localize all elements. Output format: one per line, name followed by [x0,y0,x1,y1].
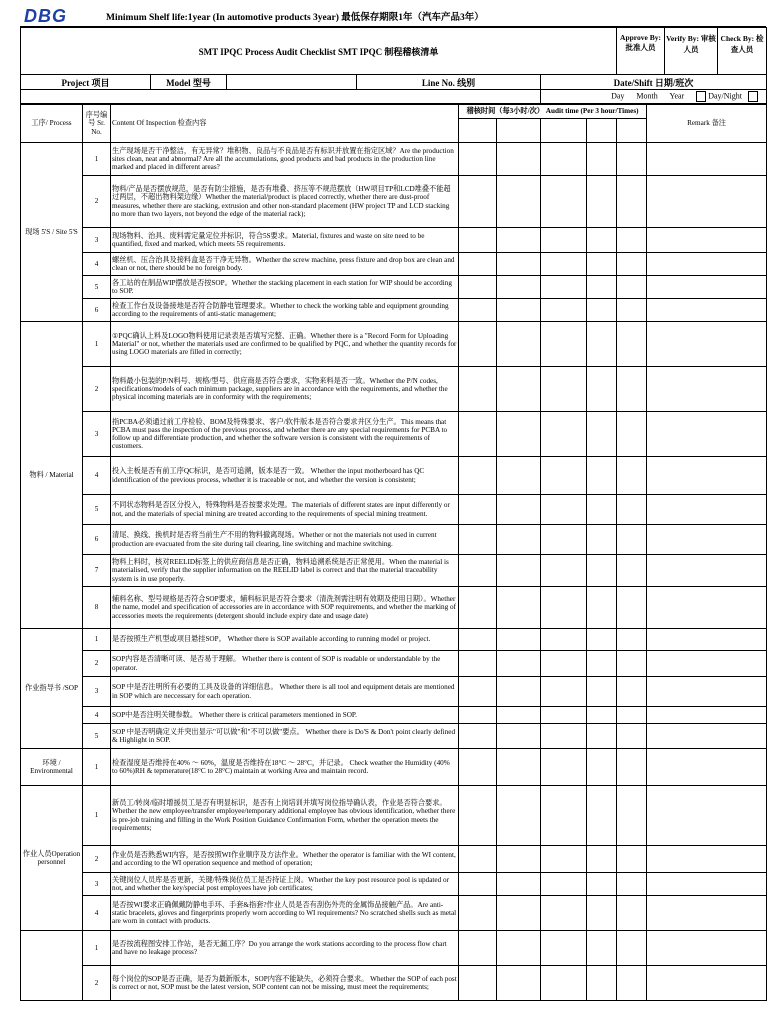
audit-result-cell[interactable] [459,457,497,495]
audit-result-cell[interactable] [497,495,541,525]
audit-result-cell[interactable] [497,707,541,724]
audit-result-cell[interactable] [459,873,497,896]
checklist-row [21,299,767,322]
date-shift-label: Date/Shift 日期/班次 [541,75,767,90]
inspection-content-cell: 各工站的在制品WIP摆放是否按SOP。Whether the stacking placement in each station for WIP should be according to SOP. [111,276,459,299]
audit-result-cell[interactable] [459,896,497,931]
audit-result-cell[interactable] [497,457,541,495]
inspection-content-cell: SOP内容是否清晰可读、是否易于理解。 Whether there is content of SOP is readable or understandable by the operator. [111,651,459,677]
sr-no-cell: 4 [83,253,111,276]
sr-no-cell: 3 [83,228,111,253]
audit-result-cell[interactable] [587,555,617,587]
checklist-row [21,555,767,587]
checklist-row [21,966,767,1001]
checklist-row [21,412,767,457]
process-cell: 现场 5'S / Site 5'S [21,143,83,322]
audit-result-cell[interactable] [617,786,647,846]
inspection-content-cell: 生产现场是否干净整洁，有无异常？堆积物、良品与不良品是否有标识并放置在指定区域？Are the production sites clean, neat and abnormal? Are all the accumulations, good products and bad products in the production line marked and placed in different areas? [111,143,459,176]
audit-result-cell[interactable] [541,629,587,651]
inspection-content-cell: SOP 中是否注明所有必要的工具及设备的详细信息。 Whether there is all tool and equipment detais are mentioned in SOP which are neccessary for each operation. [111,677,459,707]
audit-result-cell[interactable] [497,176,541,228]
sr-no-cell: 2 [83,966,111,1001]
sr-no-cell: 2 [83,367,111,412]
line-no-label: Line No. 线别 [357,75,541,90]
inspection-content-cell: 是否按照生产机型或项目悬挂SOP。 Whether there is SOP available according to running model or project. [111,629,459,651]
remark-cell[interactable] [647,276,767,299]
audit-result-cell[interactable] [459,786,497,846]
audit-result-cell[interactable] [497,587,541,629]
audit-result-cell[interactable] [587,749,617,786]
page-title: SMT IPQC Process Audit Checklist SMT IPQC 制程稽核清单 [21,28,617,75]
audit-result-cell[interactable] [617,299,647,322]
audit-result-cell[interactable] [587,651,617,677]
sr-no-cell: 2 [83,651,111,677]
sr-no-cell: 1 [83,749,111,786]
checklist-row [21,587,767,629]
checklist-row [21,367,767,412]
audit-result-cell[interactable] [587,677,617,707]
check-by: Check By: 检查人员 [718,28,767,75]
checklist-row [21,629,767,651]
checklist-row [21,495,767,525]
inspection-content-cell: 投入主板是否有前工序QC标识，是否可追溯，版本是否一致。 Whether the input motherboard has QC identification of the previous process, whether it is traceable or not, and whether the version is consistent; [111,457,459,495]
audit-result-cell[interactable] [587,707,617,724]
remark-cell[interactable] [647,707,767,724]
audit-result-cell[interactable] [587,931,617,966]
audit-result-cell[interactable] [497,896,541,931]
remark-cell[interactable] [647,629,767,651]
remark-cell[interactable] [647,896,767,931]
audit-col-2 [497,119,541,143]
audit-result-cell[interactable] [587,322,617,367]
audit-result-cell[interactable] [617,651,647,677]
checklist-row [21,846,767,873]
audit-result-cell[interactable] [459,587,497,629]
sr-no-cell: 4 [83,896,111,931]
inspection-content-cell: SOP中是否注明关键参数。 Whether there is critical parameters mentioned in SOP. [111,707,459,724]
audit-result-cell[interactable] [541,367,587,412]
sr-no-cell: 1 [83,931,111,966]
audit-result-cell[interactable] [497,412,541,457]
sr-no-cell: 2 [83,846,111,873]
audit-result-cell[interactable] [617,749,647,786]
shelf-life-note: Minimum Shelf life:1year (In automotive products 3year) 最低保存期限1年（汽车产品3年） [106,13,484,23]
audit-result-cell[interactable] [587,457,617,495]
audit-result-cell[interactable] [497,749,541,786]
audit-result-cell[interactable] [459,525,497,555]
audit-result-cell[interactable] [541,253,587,276]
audit-result-cell[interactable] [459,651,497,677]
audit-result-cell[interactable] [497,629,541,651]
inspection-content-cell: 不同状态物料是否区分投入，特殊物料是否按要求处理。The materials of different states are input differently or not, and the materials of special mining are treated according to the requirements of special mining treatment. [111,495,459,525]
audit-result-cell[interactable] [541,873,587,896]
audit-result-cell[interactable] [541,846,587,873]
audit-result-cell[interactable] [617,412,647,457]
audit-result-cell[interactable] [497,299,541,322]
remark-cell[interactable] [647,525,767,555]
remark-cell[interactable] [647,749,767,786]
checklist-row [21,724,767,749]
audit-result-cell[interactable] [541,707,587,724]
checklist-row [21,786,767,846]
audit-result-cell[interactable] [541,677,587,707]
audit-result-cell[interactable] [617,873,647,896]
audit-result-cell[interactable] [459,176,497,228]
audit-result-cell[interactable] [497,253,541,276]
audit-result-cell[interactable] [541,299,587,322]
audit-result-cell[interactable] [541,228,587,253]
audit-result-cell[interactable] [541,525,587,555]
audit-result-cell[interactable] [541,457,587,495]
audit-result-cell[interactable] [617,495,647,525]
audit-result-cell[interactable] [617,276,647,299]
audit-result-cell[interactable] [541,495,587,525]
audit-result-cell[interactable] [497,525,541,555]
audit-result-cell[interactable] [497,846,541,873]
remark-cell[interactable] [647,299,767,322]
sr-no-cell: 1 [83,143,111,176]
inspection-content-cell: 清尾、换线、换机时是否将当前生产不用的物料撤离现场。Whether or not the materials not used in current production are evacuated from the site during tail clearing, line switching and machine switching. [111,525,459,555]
audit-result-cell[interactable] [617,525,647,555]
audit-result-cell[interactable] [587,412,617,457]
audit-result-cell[interactable] [617,846,647,873]
blank-info-row [21,90,541,104]
audit-result-cell[interactable] [617,896,647,931]
inspection-content-cell: 螺丝机、压合治具及接料盒是否干净无异物。Whether the screw machine, press fixture and drop box are clean and clean or not, there should be no foreign body. [111,253,459,276]
day-label: Day [611,91,625,101]
audit-result-cell[interactable] [497,966,541,1001]
checklist-row [21,143,767,176]
month-label: Month [636,91,658,101]
sr-no-cell: 3 [83,873,111,896]
audit-result-cell[interactable] [617,253,647,276]
audit-result-cell[interactable] [587,966,617,1001]
sr-no-cell: 1 [83,629,111,651]
model-label: Model 型号 [151,75,227,90]
sr-no-cell: 4 [83,707,111,724]
remark-cell[interactable] [647,457,767,495]
top-banner [20,4,766,27]
model-value[interactable] [227,75,357,90]
audit-result-cell[interactable] [587,299,617,322]
process-cell: 作业指导书 /SOP [21,629,83,749]
audit-col-3 [541,119,587,143]
process-cell: 环境 / Environmental [21,749,83,786]
approve-by: Approve By: 批准人员 [617,28,665,75]
inspection-content-cell: ①PQC确认上料及LOGO物料使用记录表是否填写完整、正确。Whether there is a "Record Form for Uploading Material" or not, whether the materials used are confirmed to be qualified by PQC, and whether the quantity records for using LOGO materials are filled in correctly; [111,322,459,367]
audit-result-cell[interactable] [587,253,617,276]
audit-result-cell[interactable] [497,651,541,677]
inspection-content-cell: 物料/产品是否摆放规范，是否有防尘措施，是否有堆叠、挤压等不规范摆放（HW项目TP和LCD堆叠不能超过两层，不超出物料架边缘）Whether the material/product is placed correctly, whether there are dust-proof measures, whether there are stacking, extrusion and other non-standard placement (HW project TP and LCD stacking no more than two layers, not beyond the edge of the material rack); [111,176,459,228]
audit-result-cell[interactable] [459,677,497,707]
header-table [20,27,767,104]
audit-result-cell[interactable] [459,367,497,412]
sr-no-cell: 3 [83,412,111,457]
audit-result-cell[interactable] [587,896,617,931]
audit-result-cell[interactable] [587,846,617,873]
sr-no-cell: 6 [83,299,111,322]
audit-result-cell[interactable] [617,587,647,629]
inspection-content-cell: SOP 中是否明确定义并突出显示"可以做"和"不可以做"要点。 Whether there is Do'S & Don't point clearly defined & Highlight in SOP. [111,724,459,749]
audit-result-cell[interactable] [617,143,647,176]
remark-cell[interactable] [647,412,767,457]
audit-time-header: 稽核时间（每3小时/次） Audit time (Per 3 hour/Times) [459,105,647,119]
audit-result-cell[interactable] [541,322,587,367]
audit-result-cell[interactable] [541,587,587,629]
audit-result-cell[interactable] [587,873,617,896]
audit-result-cell[interactable] [617,724,647,749]
audit-result-cell[interactable] [617,677,647,707]
audit-result-cell[interactable] [497,724,541,749]
audit-result-cell[interactable] [541,931,587,966]
checklist-row [21,651,767,677]
audit-result-cell[interactable] [459,412,497,457]
inspection-content-cell: 现场物料、治具、废料需定量定位并标识，符合5S要求。Material, fixtures and waste on site need to be quantified, fixed and marked, which meets 5S requirements. [111,228,459,253]
checklist-row [21,253,767,276]
audit-result-cell[interactable] [587,724,617,749]
remark-cell[interactable] [647,367,767,412]
remark-cell[interactable] [647,846,767,873]
audit-result-cell[interactable] [587,786,617,846]
audit-result-cell[interactable] [459,276,497,299]
audit-result-cell[interactable] [617,322,647,367]
inspection-content-cell: 是否按流程图安排工作站，是否无漏工序？Do you arrange the work stations according to the process flow chart and have no leakage process? [111,931,459,966]
project-label: Project 项目 [21,75,151,90]
audit-col-4 [587,119,617,143]
checklist-row [21,749,767,786]
audit-result-cell[interactable] [541,966,587,1001]
audit-result-cell[interactable] [617,228,647,253]
year-label: Year [669,91,685,101]
remark-cell[interactable] [647,677,767,707]
audit-result-cell[interactable] [459,322,497,367]
audit-result-cell[interactable] [459,143,497,176]
audit-result-cell[interactable] [617,555,647,587]
remark-header: Remark 备注 [647,105,767,143]
remark-cell[interactable] [647,253,767,276]
audit-result-cell[interactable] [459,629,497,651]
audit-result-cell[interactable] [541,786,587,846]
audit-col-1 [459,119,497,143]
inspection-content-cell: 指PCBA必须通过前工序检验、BOM及特殊要求、客户/软件版本是否符合要求并区分生产。This means that PCBA must pass the inspection of the previous process, and whether there are any special requirements for PCBA to follow up and differentiate production, and whether the software version is consistent with the requirements of customers. [111,412,459,457]
audit-result-cell[interactable] [617,629,647,651]
checklist-row [21,896,767,931]
inspection-content-cell: 物料最小包装的P/N料号、规格/型号、供应商是否符合要求，实物来料是否一致。Whether the P/N codes, specifications/models of each minimum package, suppliers are in accordance with the requirements, and whether the physical incoming materials are in conformity with the requirements; [111,367,459,412]
audit-result-cell[interactable] [497,677,541,707]
inspection-content-cell: 检查工作台及设备接地是否符合防静电管理要求。Whether to check the working table and equipment grounding according to the requirements of anti-static management; [111,299,459,322]
sr-no-cell: 7 [83,555,111,587]
sr-no-cell: 1 [83,322,111,367]
audit-result-cell[interactable] [541,896,587,931]
inspection-content-cell: 每个岗位的SOP是否正确，是否为最新版本，SOP内容不能缺失，必须符合要求。 Whether the SOP of each post is correct or not, SOP must be the latest version, SOP content can not be missing, must meet the requirements; [111,966,459,1001]
remark-cell[interactable] [647,873,767,896]
audit-result-cell[interactable] [587,176,617,228]
audit-result-cell[interactable] [459,299,497,322]
checklist-row [21,322,767,367]
audit-result-cell[interactable] [459,495,497,525]
audit-result-cell[interactable] [497,143,541,176]
sr-no-cell: 3 [83,677,111,707]
audit-result-cell[interactable] [497,367,541,412]
audit-result-cell[interactable] [587,587,617,629]
audit-result-cell[interactable] [541,724,587,749]
remark-cell[interactable] [647,587,767,629]
remark-cell[interactable] [647,966,767,1001]
audit-result-cell[interactable] [497,555,541,587]
sr-no-cell: 5 [83,495,111,525]
checklist-row [21,176,767,228]
audit-result-cell[interactable] [497,228,541,253]
remark-cell[interactable] [647,931,767,966]
audit-result-cell[interactable] [541,176,587,228]
audit-result-cell[interactable] [587,367,617,412]
remark-cell[interactable] [647,555,767,587]
checklist-row [21,457,767,495]
checklist-row [21,873,767,896]
remark-cell[interactable] [647,228,767,253]
sr-no-header: 序号编号 Sr. No. [83,105,111,143]
inspection-content-cell: 关键岗位人员库是否更新，关键/特殊岗位员工是否持证上岗。Whether the key post resource pool is updated or not, and whether the key/special post employees have job certificates; [111,873,459,896]
process-cell: 物料 / Material [21,322,83,629]
inspection-content-cell: 是否按WI要求正确佩戴防静电手环、手套&指套?作业人员是否有刮伤外壳的金属饰品接触产品。Are anti-static bracelets, gloves and fingerprints properly worn according to WI requirements? No scratched shells such as metal are worn in contact with products. [111,896,459,931]
audit-result-cell[interactable] [459,555,497,587]
remark-cell[interactable] [647,786,767,846]
audit-result-cell[interactable] [541,555,587,587]
audit-result-cell[interactable] [617,176,647,228]
audit-result-cell[interactable] [497,931,541,966]
audit-result-cell[interactable] [617,966,647,1001]
sr-no-cell: 8 [83,587,111,629]
audit-result-cell[interactable] [459,931,497,966]
audit-result-cell[interactable] [497,276,541,299]
audit-result-cell[interactable] [541,749,587,786]
remark-cell[interactable] [647,143,767,176]
checklist-row [21,228,767,253]
remark-cell[interactable] [647,724,767,749]
checklist-row [21,677,767,707]
inspection-content-cell: 作业员是否熟悉WI内容，是否按照WI作业顺序及方法作业。Whether the operator is familiar with the WI content, and according to the WI operation sequence and method of operation; [111,846,459,873]
audit-result-cell[interactable] [587,525,617,555]
audit-col-5 [617,119,647,143]
audit-result-cell[interactable] [587,276,617,299]
audit-result-cell[interactable] [617,931,647,966]
audit-result-cell[interactable] [617,457,647,495]
process-cell [21,931,83,1001]
checklist-row [21,525,767,555]
sr-no-cell: 5 [83,724,111,749]
remark-cell[interactable] [647,495,767,525]
process-cell: 作业人员Operation personnel [21,786,83,931]
day-night-checkbox-2[interactable] [748,91,758,102]
audit-result-cell[interactable] [541,143,587,176]
audit-result-cell[interactable] [459,253,497,276]
inspection-content-cell: 物料上料时，核对REELID标签上的供应商信息是否正确，物料追溯系统是否正常使用。When the material is materialised, verify that the supplier information on the REELID label is correct and that the material traceability system is in use properly. [111,555,459,587]
remark-cell[interactable] [647,322,767,367]
remark-cell[interactable] [647,176,767,228]
audit-result-cell[interactable] [459,707,497,724]
audit-result-cell[interactable] [587,495,617,525]
audit-result-cell[interactable] [617,367,647,412]
audit-result-cell[interactable] [459,724,497,749]
content-header: Content Of Inspection 检查内容 [111,105,459,143]
audit-result-cell[interactable] [497,786,541,846]
dbg-logo: DBG [24,6,67,26]
audit-result-cell[interactable] [459,846,497,873]
audit-result-cell[interactable] [617,707,647,724]
audit-result-cell[interactable] [541,412,587,457]
verify-by: Verify By: 审核人员 [665,28,718,75]
audit-result-cell[interactable] [541,651,587,677]
day-night-label: Day/Night [708,91,742,101]
sr-no-cell: 5 [83,276,111,299]
date-fields [541,90,767,104]
audit-result-cell[interactable] [587,143,617,176]
sr-no-cell: 4 [83,457,111,495]
audit-result-cell[interactable] [459,749,497,786]
audit-result-cell[interactable] [459,228,497,253]
inspection-content-cell: 新员工/转岗/临时增援员工是否有明显标识，是否有上岗培训并填写岗位指导确认表，作业是否符合要求。Whether the new employee/transfer employee/temporary additional employee has obvious identification, whether there is pre-job training and filling in the Work Position Guidance Confirmation Form, whether the operation meets the requirements; [111,786,459,846]
inspection-content-cell: 辅料名称、型号规格是否符合SOP要求，辅料标识是否符合要求（清洗剂需注明有效期及使用日期）。Whether the name, model and specification of accessories are in accordance with SOP requirements, and whether the marking of accessories meets the requirements (detergent should include expiry date and usage date) [111,587,459,629]
audit-result-cell[interactable] [497,322,541,367]
sr-no-cell: 1 [83,786,111,846]
process-header: 工序/ Process [21,105,83,143]
checklist-row [21,931,767,966]
audit-result-cell[interactable] [459,966,497,1001]
audit-result-cell[interactable] [497,873,541,896]
audit-result-cell[interactable] [587,629,617,651]
audit-result-cell[interactable] [541,276,587,299]
sr-no-cell: 6 [83,525,111,555]
inspection-content-cell: 检查湿度是否维持在40% ～ 60%，温度是否维持在18°C ～ 28°C，并记录。 Check weather the Humidity (40% to 60%)RH & tepmerature(18°C to 28°C) maintain at working Area and maintain record. [111,749,459,786]
remark-cell[interactable] [647,651,767,677]
checklist-row [21,276,767,299]
sr-no-cell: 2 [83,176,111,228]
audit-result-cell[interactable] [587,228,617,253]
audit-table [20,104,767,1001]
checklist-row [21,707,767,724]
day-night-checkbox-1[interactable] [696,91,706,102]
